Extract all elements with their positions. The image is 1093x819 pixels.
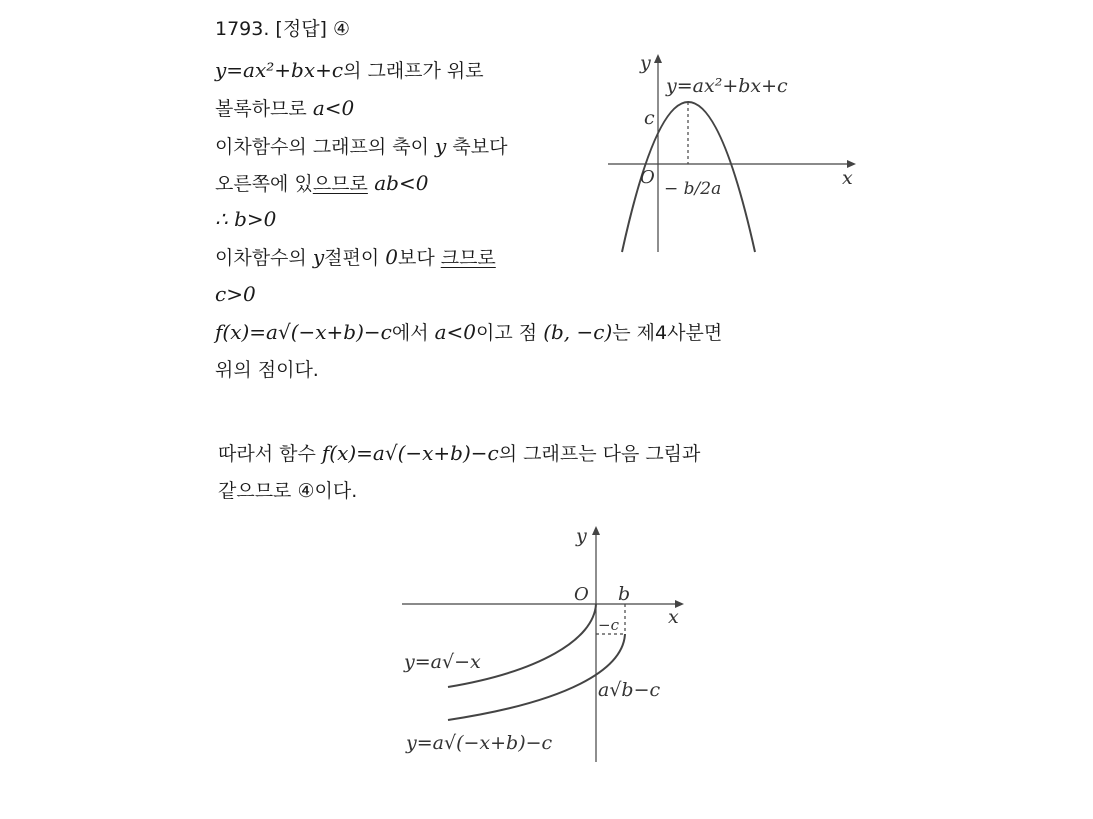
- parabola-graph: [600, 52, 860, 257]
- line-answer: 같으므로 ④이다.: [218, 480, 358, 502]
- x-axis-label: x: [668, 606, 679, 628]
- neg-c-label: −c: [598, 616, 619, 634]
- line-a-negative: 볼록하므로 a<0: [215, 96, 355, 120]
- y-axis-label: y: [576, 525, 587, 547]
- curve2-label: y=a√(−x+b)−c: [406, 732, 553, 754]
- line-ab-negative: 오른쪽에 있으므로 ab<0: [215, 171, 429, 195]
- point-label: a√b−c: [598, 679, 661, 701]
- line-y-intercept: 이차함수의 y절편이 0보다 크므로: [215, 245, 496, 269]
- b-label: b: [618, 583, 631, 605]
- origin-label: O: [640, 167, 655, 188]
- line-fourth-quadrant: 위의 점이다.: [215, 359, 319, 381]
- curve-y-a-sqrt-neg-x: [448, 604, 596, 687]
- x-axis-label: x: [842, 167, 853, 189]
- line-function-point: f(x)=a√(−x+b)−c에서 a<0이고 점 (b, −c)는 제4사분면: [215, 320, 723, 344]
- line-axis-right: 이차함수의 그래프의 축이 y 축보다: [215, 134, 508, 158]
- line-parabola-concave: y=ax²+bx+c의 그래프가 위로: [215, 58, 484, 82]
- math-quadratic: y=ax²+bx+c: [215, 58, 344, 82]
- y-axis-label: y: [640, 52, 651, 74]
- parabola-label: y=ax²+bx+c: [666, 75, 788, 97]
- vertex-x-label: − b/2a: [664, 179, 722, 199]
- line-c-positive: c>0: [215, 282, 256, 306]
- c-intercept-label: c: [644, 107, 655, 129]
- curve-y-a-sqrt-neg-x-plus-b-minus-c: [448, 634, 625, 720]
- y-axis-arrow: [654, 54, 662, 63]
- problem-header: 1793. [정답] ④: [215, 18, 351, 40]
- origin-label: O: [574, 584, 589, 605]
- y-axis-arrow: [592, 526, 600, 535]
- line-conclusion: 따라서 함수 f(x)=a√(−x+b)−c의 그래프는 다음 그림과: [218, 441, 701, 465]
- curve1-label: y=a√−x: [404, 651, 481, 673]
- line-b-positive: ∴ b>0: [215, 207, 277, 231]
- sqrt-graph: [398, 522, 698, 772]
